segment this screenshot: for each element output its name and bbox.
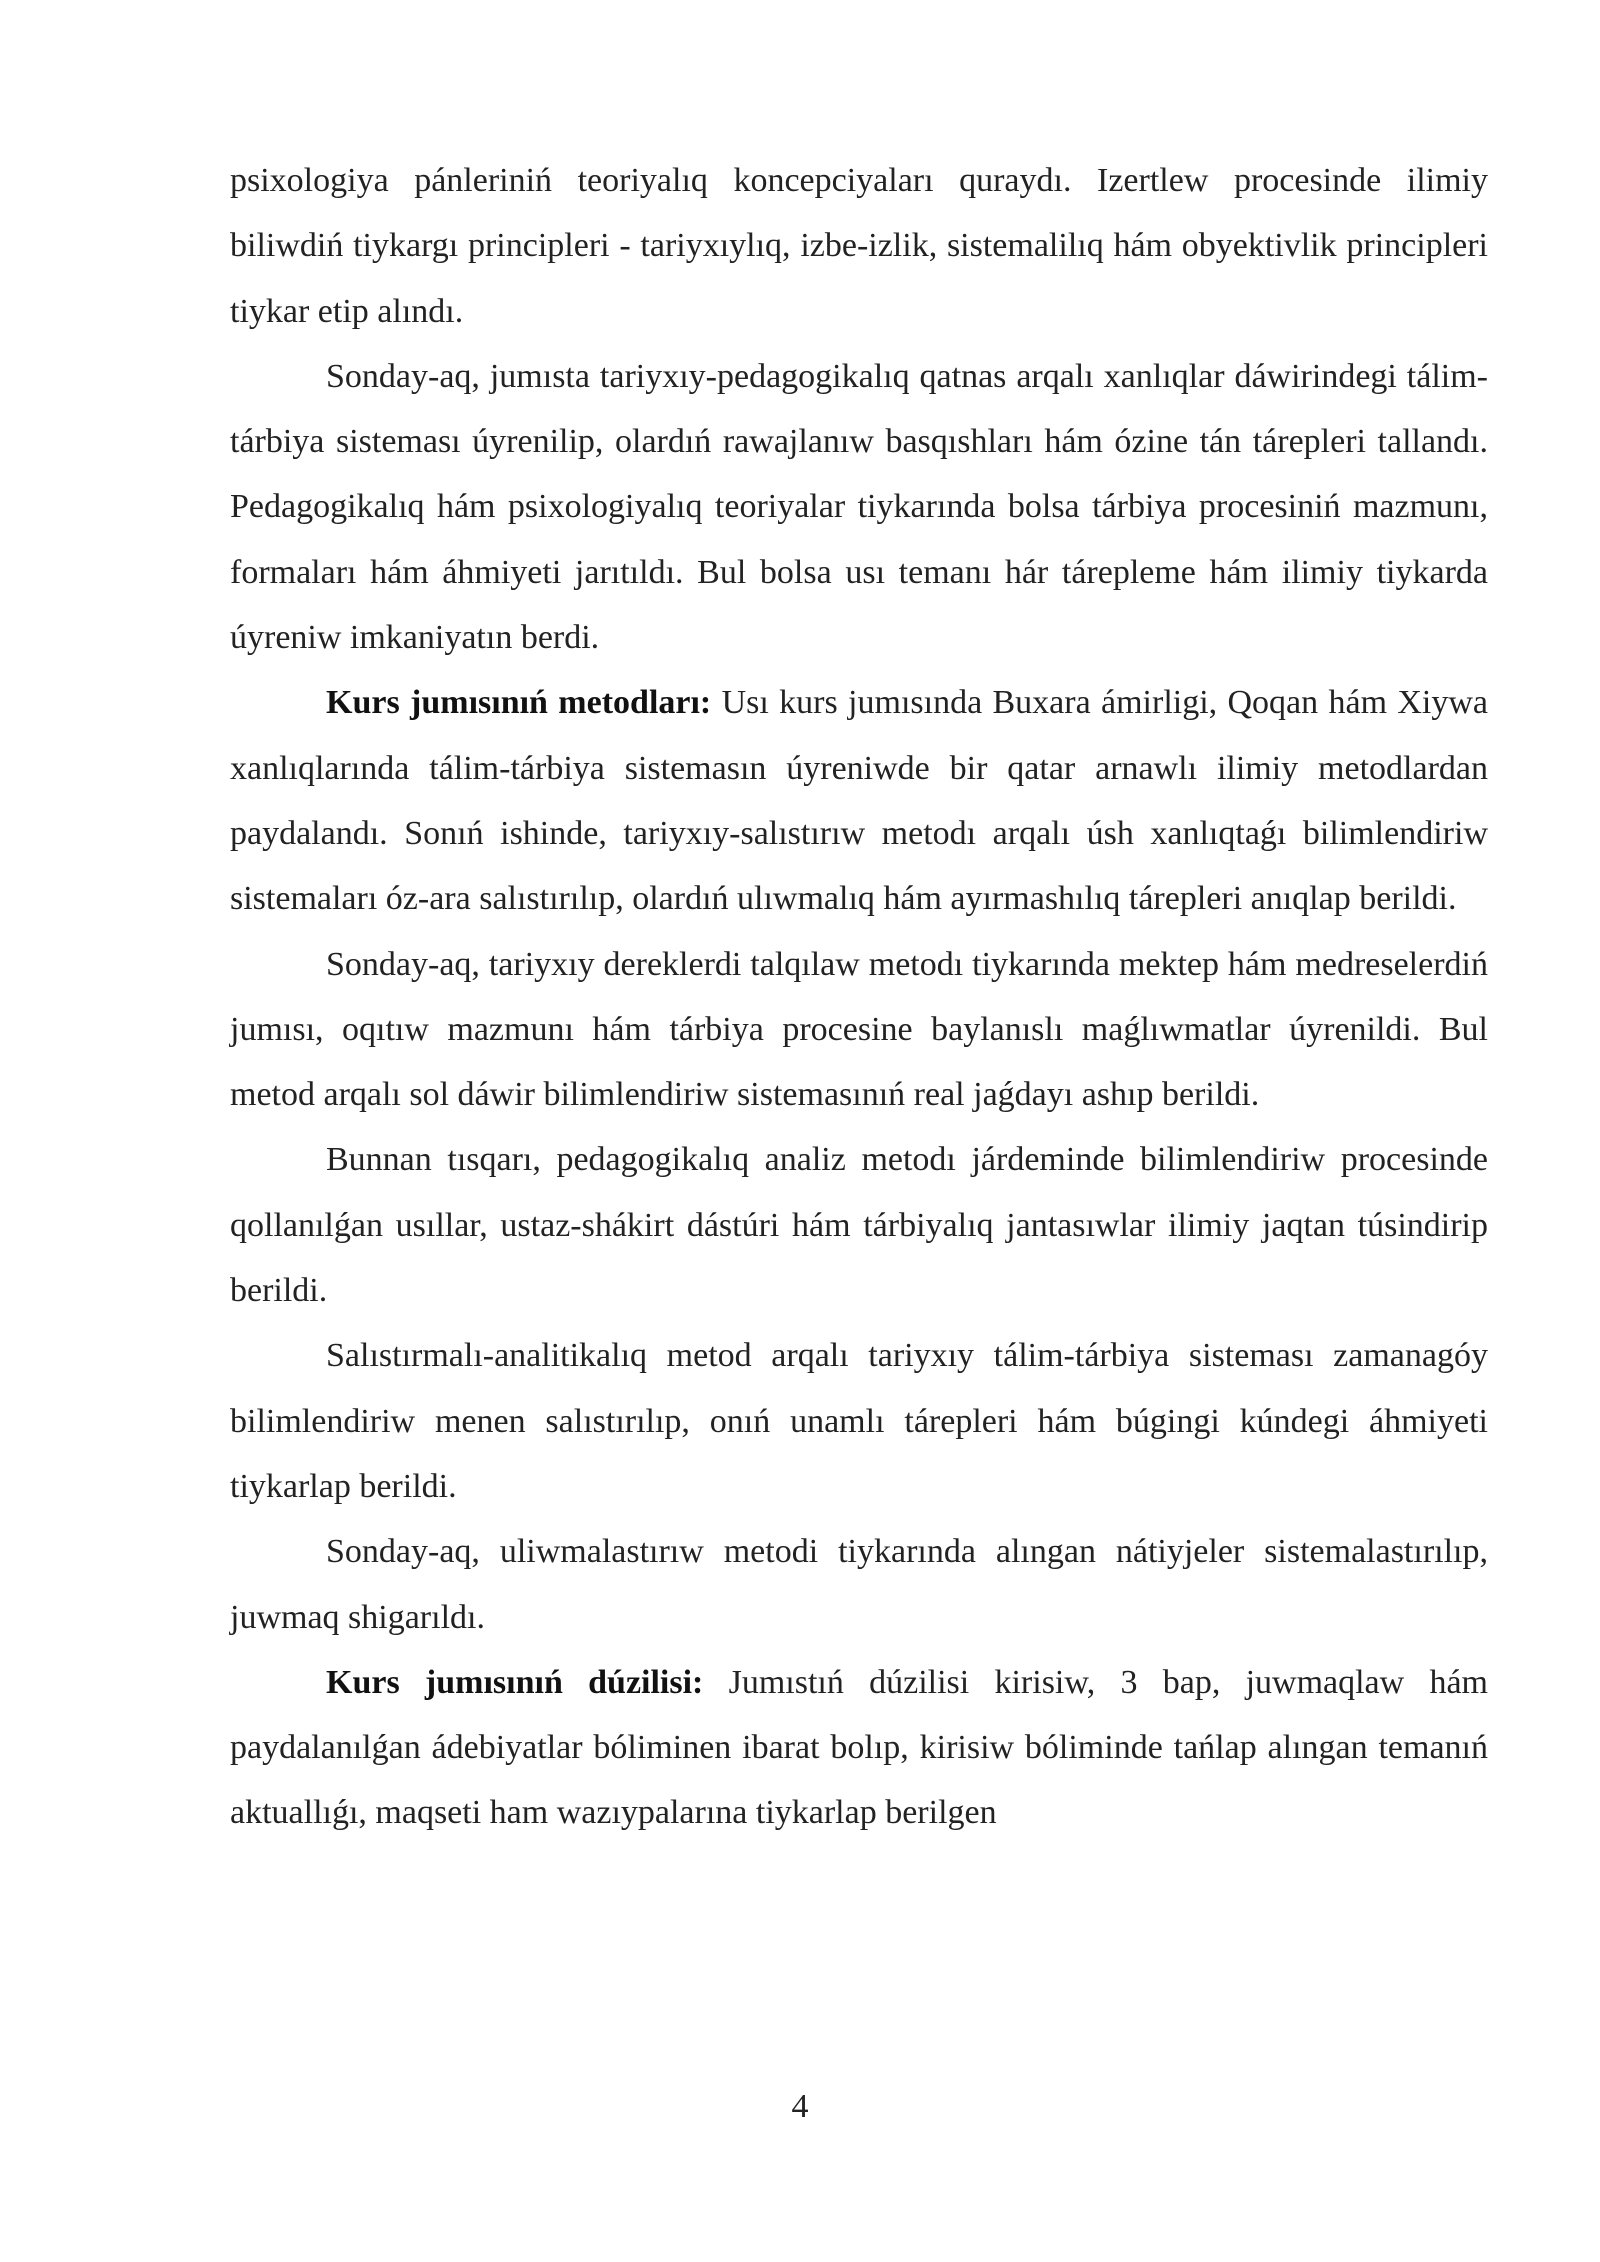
paragraph-4: [230, 932, 1488, 1128]
document-body: [230, 148, 1488, 1846]
paragraph-7-text: Sonday-aq, uliwmalastırıw metodi tiykarında alıngan nátiyjeler sistemalastırılıp, juwmaq shigarıldı.: [230, 1533, 1488, 1636]
page-number: 4: [791, 2088, 809, 2125]
structure-heading: Kurs jumısınıń dúzilisi:: [326, 1663, 704, 1701]
paragraph-5-text: Bunnan tısqarı, pedagogikalıq analiz metodı járdeminde bilimlendiriw procesinde qollanılǵan usıllar, ustaz-shákirt dástúri hám tárbiyalıq jantasıwlar ilimiy jaqtan túsindirip berildi.: [230, 1141, 1488, 1310]
paragraph-1: [230, 148, 1488, 344]
methods-heading: Kurs jumısınıń metodları:: [326, 684, 712, 722]
paragraph-methods: [230, 670, 1488, 931]
paragraph-methods-text: Usı kurs jumısında Buxara ámirligi, Qoqan hám Xiywa xanlıqlarında tálim-tárbiya sistemasın úyreniwde bir qatar arnawlı ilimiy metodlardan paydalandı. Sonıń ishinde, tariyxıy-salıstırıw metodı arqalı úsh xanlıqtaǵı bilimlendiriw sistemaları óz-ara salıstırılıp, olardıń ulıwmalıq hám ayırmashılıq tárepleri anıqlap berildi.: [230, 684, 1488, 918]
paragraph-4-text: Sonday-aq, tariyxıy dereklerdi talqılaw metodı tiykarında mektep hám medreselerdiń jumısı, oqıtıw mazmunı hám tárbiya procesine baylanıslı maǵlıwmatlar úyrenildi. Bul metod arqalı sol dáwir bilimlendiriw sistemasınıń real jaǵdayı ashıp berildi.: [230, 945, 1488, 1114]
paragraph-7: [230, 1519, 1488, 1650]
paragraph-6-text: Salıstırmalı-analitikalıq metod arqalı tariyxıy tálim-tárbiya sisteması zamanagóy bilimlendiriw menen salıstırılıp, onıń unamlı tárepleri hám búgingi kúndegi áhmiyeti tiykarlap berildi.: [230, 1337, 1488, 1505]
paragraph-2-text: Sonday-aq, jumısta tariyxıy-pedagogikalıq qatnas arqalı xanlıqlar dáwirindegi tálim-tárbiya sisteması úyrenilip, olardıń rawajlanıw basqıshları hám ózine tán tárepleri tallandı. Pedagogikalıq hám psixologiyalıq teoriyalar tiykarında bolsa tárbiya procesiniń mazmunı, formaları hám áhmiyeti jarıtıldı. Bul bolsa usı temanı hár tárepleme hám ilimiy tiykarda úyreniw imkaniyatın berdi.: [230, 357, 1488, 657]
paragraph-5: [230, 1127, 1488, 1323]
paragraph-2: [230, 344, 1488, 670]
paragraph-structure-text: Jumıstıń dúzilisi kirisiw, 3 bap, juwmaqlaw hám paydalanılǵan ádebiyatlar bóliminen ibarat bolıp, kirisiw bóliminde tańlap alıngan temanıń aktuallıǵı, maqseti ham wazıypalarına tiykarlap berilgen: [230, 1663, 1488, 1832]
paragraph-6: [230, 1323, 1488, 1519]
paragraph-structure: [230, 1650, 1488, 1846]
paragraph-1-text: psixologiya pánleriniń teoriyalıq koncepciyaları quraydı. Izertlew procesinde ilimiy biliwdiń tiykargı principleri - tariyxıylıq, izbe-izlik, sistemalilıq hám obyektivlik principleri tiykar etip alındı.: [230, 162, 1488, 330]
